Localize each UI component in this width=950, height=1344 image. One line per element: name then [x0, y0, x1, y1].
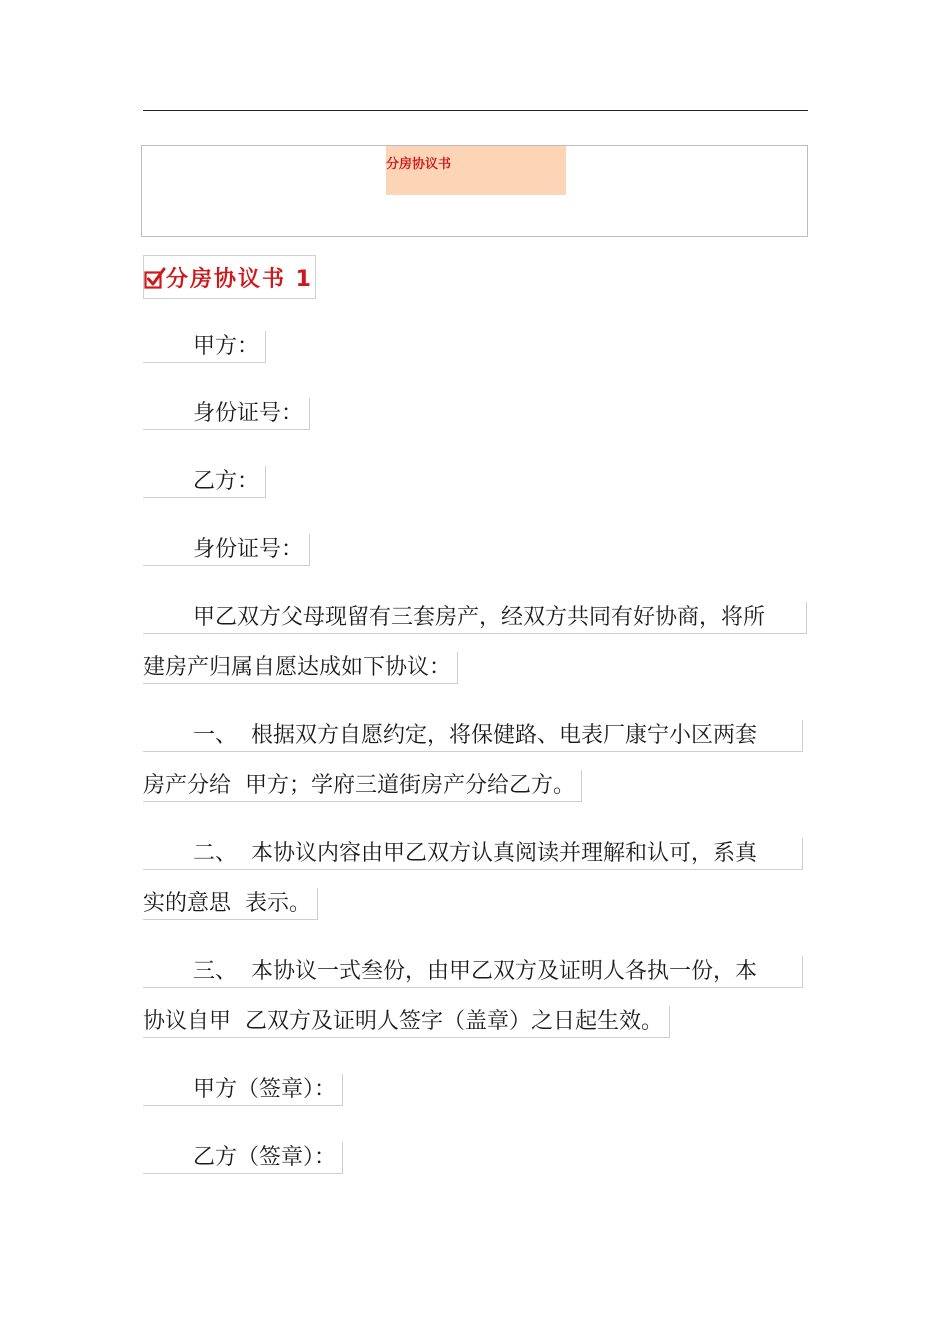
clause-3-line1	[143, 956, 803, 988]
clause-1-text-2a: 房产分给	[143, 773, 232, 798]
header-tag: 分房协议书	[386, 146, 566, 195]
party-a-label: 甲方：	[193, 334, 260, 359]
party-b-label: 乙方：	[193, 469, 260, 494]
party-a-signature-label: 甲方（签章）：	[193, 1077, 337, 1102]
clause-1-text-2b: 甲方；学府三道街房产分给乙方。	[245, 773, 576, 798]
intro-paragraph-line2	[143, 652, 458, 684]
clause-3-text-2b: 乙双方及证明人签字（盖章）之日起生效。	[245, 1009, 664, 1034]
clause-1-line2	[143, 770, 582, 802]
party-b-signature-line	[143, 1142, 343, 1174]
party-a-id-line	[143, 398, 310, 430]
clause-3-text-2a: 协议自甲	[143, 1009, 232, 1034]
clause-2-text-2b: 表示。	[245, 891, 312, 916]
checkbox-checked-icon	[144, 267, 166, 289]
party-a-signature-line	[143, 1074, 343, 1106]
party-b-signature-label: 乙方（签章）：	[193, 1145, 337, 1170]
clause-1-line1	[143, 720, 803, 752]
clause-2-text-2a: 实的意思	[143, 891, 232, 916]
party-b-line	[143, 466, 266, 498]
clause-3-number: 三、	[193, 959, 238, 984]
document-title	[143, 255, 316, 299]
clause-2-line1	[143, 838, 803, 870]
clause-2-text-1: 本协议内容由甲乙双方认真阅读并理解和认可，系真	[251, 841, 758, 866]
party-a-line	[143, 331, 266, 363]
clause-2-line2	[143, 888, 318, 920]
intro-text-2: 建房产归属自愿达成如下协议：	[143, 655, 452, 680]
party-b-id-label: 身份证号：	[193, 537, 304, 562]
party-a-id-label: 身份证号：	[193, 401, 304, 426]
clause-1-number: 一、	[193, 723, 238, 748]
intro-paragraph-line1	[143, 602, 807, 634]
intro-text-1: 甲乙双方父母现留有三套房产，经双方共同有好协商，将所	[193, 605, 766, 630]
header-box	[141, 145, 808, 237]
clause-2-number: 二、	[193, 841, 238, 866]
party-b-id-line	[143, 534, 310, 566]
header-rule	[143, 110, 808, 111]
clause-3-text-1: 本协议一式叁份，由甲乙双方及证明人各执一份，本	[251, 959, 758, 984]
clause-3-line2	[143, 1006, 670, 1038]
document-title-text: 分房协议书 1	[166, 266, 313, 292]
clause-1-text-1: 根据双方自愿约定，将保健路、电表厂康宁小区两套	[251, 723, 758, 748]
